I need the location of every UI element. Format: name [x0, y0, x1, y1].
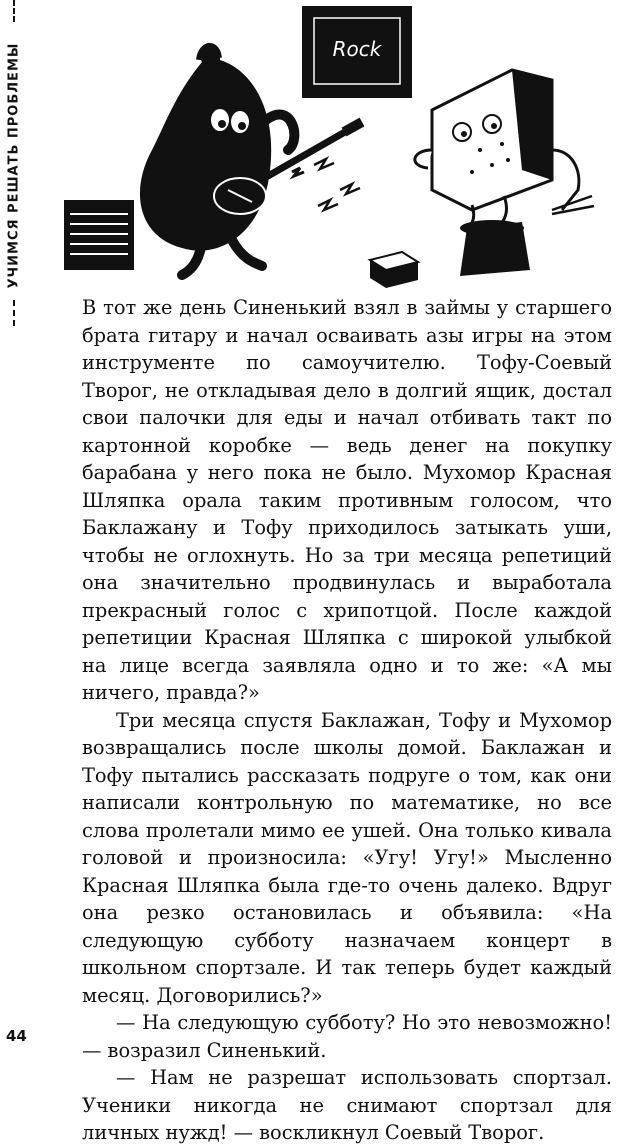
eggplant-character [140, 47, 294, 275]
tofu-character [415, 70, 594, 230]
paragraph: — Нам не разрешат использовать спортзал. Ученики никогда не снимают спортзал для личных нужд! — воскликнул Соевый Творог. [82, 1066, 612, 1144]
small-tofu-block [370, 252, 418, 288]
body-text [82, 294, 612, 1147]
paragraph: — На следующую субботу? Но это невозможно! — возразил Синенький. [82, 1011, 612, 1062]
running-title-sidebar [4, 0, 24, 330]
paragraph: Три месяца спустя Баклажан, Тофу и Мухомор возвращались после школы домой. Баклажан и Тофу пытались рассказать подруге о том, как они написали контрольную по математике, но все слова пролетали мимо ее ушей. Она только кивала головой и произносила: «Угу! Угу!» Мысленно Красная Шляпка была где-то очень далеко. Вдруг она резко остановилась и объявила: «На следующую субботу назначаем концерт в школьном спортзале. И так теперь будет каждый месяц. Договорились?» [82, 708, 612, 1007]
page-number: 44 [6, 1027, 27, 1045]
running-title: УЧИМСЯ РЕШАТЬ ПРОБЛЕМЫ [6, 42, 22, 288]
stool [460, 220, 530, 276]
rock-sign-text: Rock [332, 37, 382, 61]
rock-sign [302, 6, 412, 98]
paragraph: В тот же день Синенький взял в займы у старшего брата гитару и начал осваивать азы игры на этом инструменте по самоучителю. Тофу-Соевый Творог, не откладывая дело в долгий ящик, достал свои палочки для еды и начал отбивать такт по картонной коробке — ведь денег на покупку барабана у него пока не было. Мухомор Красная Шляпка орала таким противным голосом, что Баклажану и Тофу приходилось затыкать уши, чтобы не оглохнуть. Но за три месяца репетиций она значительно продвинулась и выработала прекрасный голос с хрипотцой. После каждой репетиции Красная Шляпка с широкой улыбкой на лице всегда заявляла одно и то же: «А мы ничего, правда?» [82, 296, 612, 704]
sidebar-divider-bottom [13, 300, 15, 326]
illustration [52, 0, 612, 298]
sound-lines [314, 159, 360, 210]
amplifier [64, 200, 134, 270]
